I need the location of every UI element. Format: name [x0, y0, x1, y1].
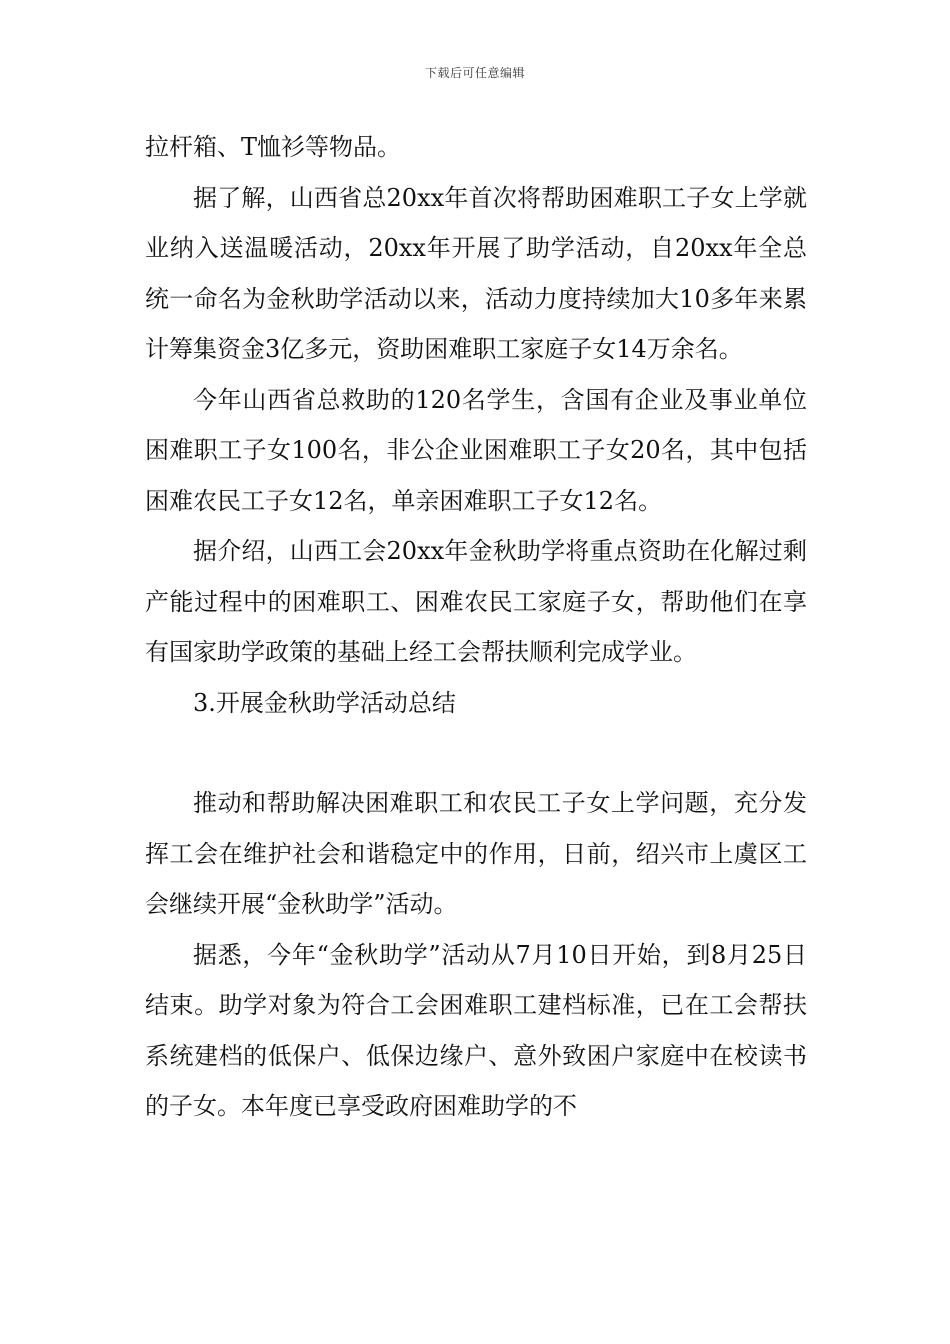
- paragraph-shangyu-details: 据悉，今年“金秋助学”活动从7月10日开始，到8月25日结束。助学对象为符合工会困难职工建档标准，已在工会帮扶系统建档的低保户、低保边缘户、意外致困户家庭中在校读书的子女。本年度已享受政府困难助学的不: [145, 940, 807, 1120]
- section-spacer: [145, 728, 807, 778]
- page-header: 下载后可任意编辑: [424, 66, 525, 80]
- paragraph-shanxi-history: 据了解，山西省总20xx年首次将帮助困难职工子女上学就业纳入送温暖活动，20xx年开展了助学活动，自20xx年全总统一命名为金秋助学活动以来，活动力度持续加大10多年来累计筹集资金3亿多元，资助困难职工家庭子女14万余名。: [145, 183, 807, 363]
- document-body: [145, 122, 807, 1132]
- paragraph-continuation: 拉杆箱、T恤衫等物品。: [145, 133, 402, 161]
- section-heading: 3.开展金秋助学活动总结: [193, 688, 456, 717]
- paragraph-shanxi-focus: 据介绍，山西工会20xx年金秋助学将重点资助在化解过剩产能过程中的困难职工、困难农民工家庭子女，帮助他们在享有国家助学政策的基础上经工会帮扶顺利完成学业。: [145, 537, 807, 666]
- paragraph-shanxi-students: 今年山西省总救助的120名学生，含国有企业及事业单位困难职工子女100名，非公企业困难职工子女20名，其中包括困难农民工子女12名，单亲困难职工子女12名。: [145, 385, 807, 515]
- paragraph-shangyu-intro: 推动和帮助解决困难职工和农民工子女上学问题，充分发挥工会在维护社会和谐稳定中的作用，日前，绍兴市上虞区工会继续开展“金秋助学”活动。: [145, 789, 807, 918]
